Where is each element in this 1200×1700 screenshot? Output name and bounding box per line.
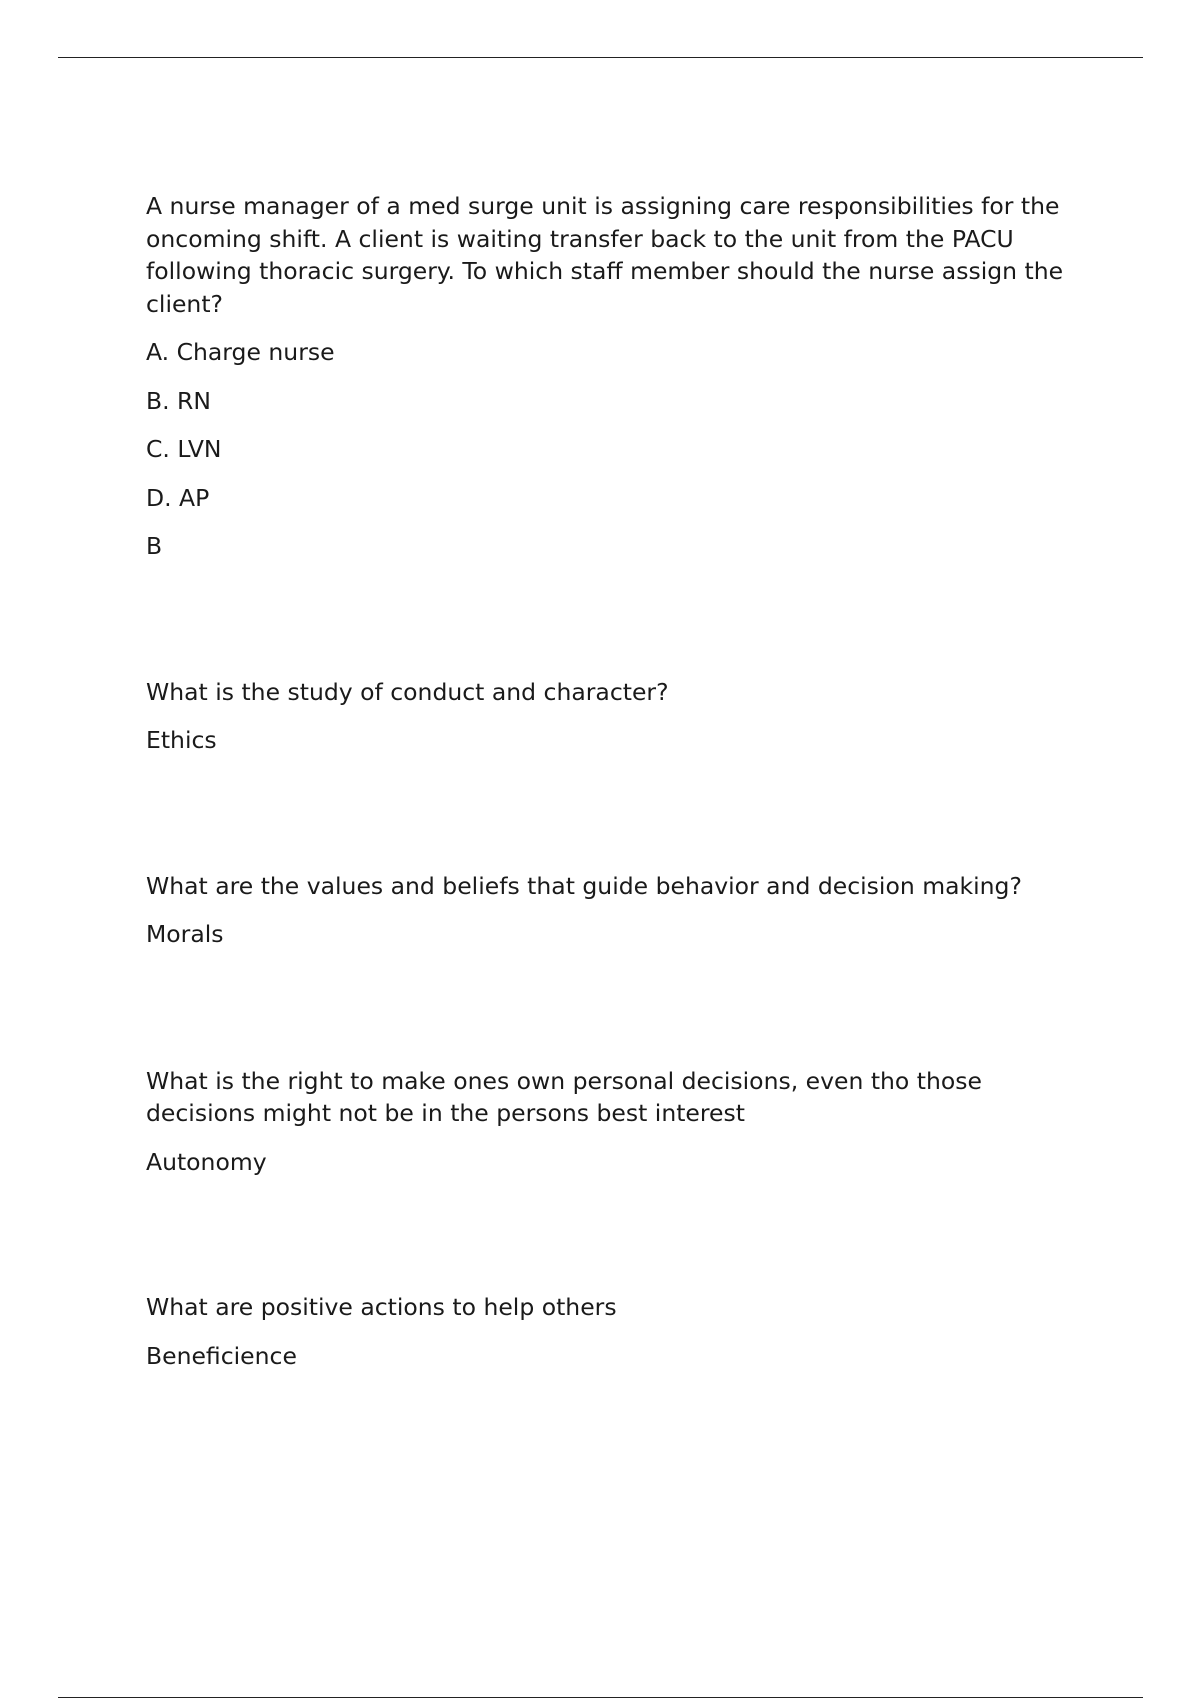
qa-item-2 [146,676,1106,757]
question-text: What are positive actions to help others [146,1293,617,1321]
qa-item-3 [146,870,1106,951]
option-c: C. LVN [146,435,222,463]
qa-item-5 [146,1291,1106,1372]
option-d: D. AP [146,483,210,512]
answer-text: B [146,532,163,560]
top-rule [58,57,1143,58]
answer-text: Beneficience [146,1341,297,1370]
question-text: What is the study of conduct and character? [146,677,669,706]
question-text: What are the values and beliefs that guide behavior and decision making? [146,871,1022,900]
answer-text: Morals [146,920,224,948]
option-b: B. RN [146,386,211,415]
question-text: What is the right to make ones own personal decisions, even tho those decisions might not be in the persons best interest [146,1066,982,1127]
answer-text: Ethics [146,726,217,754]
bottom-rule [58,1697,1143,1698]
document-body [146,190,1106,1372]
qa-item-1 [146,190,1106,563]
answer-text: Autonomy [146,1147,267,1176]
option-a: A. Charge nurse [146,338,335,366]
question-text: A nurse manager of a med surge unit is assigning care responsibilities for the oncoming shift. A client is waiting transfer back to the unit from the PACU following thoracic surgery. To which staff member should the nurse assign the client? [146,192,1064,318]
qa-item-4 [146,1065,1106,1179]
